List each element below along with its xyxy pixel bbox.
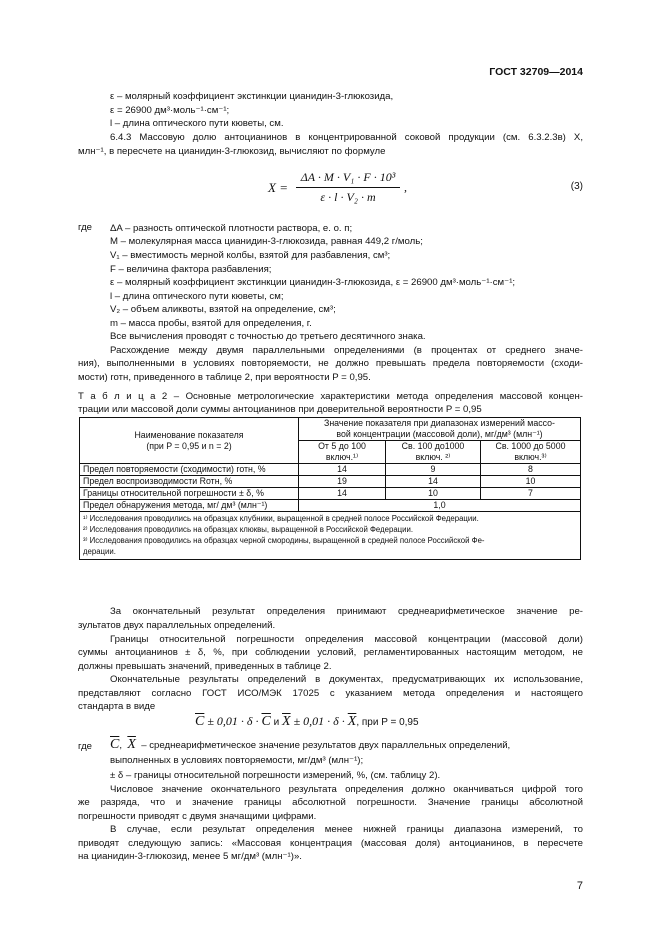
standard-header: ГОСТ 32709—2014 <box>489 66 583 78</box>
where-line: l – длина оптического пути кюветы, см; <box>110 291 284 302</box>
footnote: ³⁾ Исследования проводились на образцах черной смородины, выращенной в средней полосе Российской Фе- <box>83 536 485 545</box>
text-line: стандарта в виде <box>78 701 156 712</box>
text-line: же разряда, что и значение границы абсолютной погрешности. Значение границы абсолютной <box>78 797 583 808</box>
formula-lhs: X = <box>268 180 288 195</box>
table-caption: Т а б л и ц а 2 – Основные метрологические характеристики метода определения массовой концен- <box>78 391 583 402</box>
where-line: V₂ – объем аликвоты, взятой на определение, см³; <box>110 304 336 315</box>
text-line: l – длина оптического пути кюветы, см. <box>110 118 284 129</box>
result-formula: $\overline{C} \pm 0,01 \cdot \delta \cdot \overline{C}$ и $\overline{X} \pm 0,01 \cdot \delta \cdot \overline{X}$, при P = 0,95 <box>195 714 419 729</box>
footnote: дерации. <box>83 547 116 556</box>
text-line: Все вычисления проводят с точностью до третьего десятичного знака. <box>110 331 426 342</box>
where-line: F – величина фактора разбавления; <box>110 264 272 275</box>
table-footnotes <box>80 512 581 560</box>
text-line: на цианидин-3-глюкозид, менее 5 мг/дм³ (млн⁻¹)». <box>78 851 302 862</box>
text-line: представляют согласно ГОСТ ИСО/МЭК 17025 с указанием метода определения и настоящего <box>78 688 583 699</box>
text-line: погрешности приводят с двумя значащими цифрами. <box>78 811 317 822</box>
text-line: Границы относительной погрешности определения массовой концентрации (массовой доли) <box>110 634 583 645</box>
where-line: M – молекулярная масса цианидин-3-глюкозида, равная 449,2 г/моль; <box>110 236 423 247</box>
text-line: Окончательные результаты определений в документах, предусматривающих их использование, <box>110 674 583 685</box>
text-line: В случае, если результат определения менее нижней границы диапазона измерений, то <box>110 824 583 835</box>
where-line: ε – молярный коэффициент экстинкции цианидин-3-глюкозида, ε = 26900 дм³·моль⁻¹·см⁻¹; <box>110 277 516 288</box>
where-word: где <box>78 222 93 233</box>
text-line: Числовое значение окончательного результата определения должно оканчиваться цифрой того <box>110 784 583 795</box>
text-line: мости) rотн, приведенного в таблице 2, при вероятности P = 0,95. <box>78 372 371 383</box>
table-row: Предел воспроизводимости Rотн, % 19 14 10 <box>80 476 581 488</box>
footnote: ²⁾ Исследования проводились на образцах клюквы, выращенной в Российской Федерации. <box>83 525 414 534</box>
text-line: млн⁻¹, в пересчете на цианидин-3-глюкозид, вычисляют по формуле <box>78 146 386 157</box>
text-line: За окончательный результат определения принимают среднеарифметическое значение ре- <box>110 606 583 617</box>
where-line: ΔA – разность оптической плотности раствора, е. о. п; <box>110 223 353 234</box>
text-line: Расхождение между двумя параллельными определениями (в процентах от среднего значе- <box>110 345 583 356</box>
fraction-bar <box>296 187 400 188</box>
text-line: суммы антоцианинов ± δ, %, при соблюдении условий, регламентированных настоящим методом, не <box>78 647 583 658</box>
metrology-table <box>79 417 581 560</box>
range-header: От 5 до 100 включ.¹⁾ <box>299 441 386 464</box>
formula-numerator: ΔA · M · V₁ · F · 10³ <box>300 170 396 184</box>
where-line: выполненных в условиях повторяемости, мг/дм³ (млн⁻¹); <box>110 755 364 766</box>
text-line: зультатов двух параллельных определений. <box>78 620 276 631</box>
footnote: ¹⁾ Исследования проводились на образцах клубники, выращенной в средней полосе Российской Федерации. <box>83 514 479 523</box>
range-header: Св. 1000 до 5000 включ.³⁾ <box>481 441 581 464</box>
range-header: Св. 100 до1000 включ. ²⁾ <box>386 441 481 464</box>
table-head-name: Наименование показателя (при P = 0,95 и n = 2) <box>80 418 299 464</box>
where-line: $\overline{C}$, $\overline{X}$ – среднеарифметическое значение результатов двух параллельных определений, <box>110 737 511 752</box>
text-line: должны превышать значений, приведенных в таблице 2. <box>78 661 332 672</box>
text-line: ния), выполненными в условиях повторяемости, не должно превышать предела повторяемости (сходи- <box>78 358 583 369</box>
table-head-group: Значение показателя при диапазонах измерений массо- вой концентрации (массовой доли), мг/дм³ (млн⁻¹) <box>299 418 581 441</box>
text-line: ε = 26900 дм³·моль⁻¹·см⁻¹; <box>110 105 230 116</box>
table-row: Предел повторяемости (сходимости) rотн, % 14 9 8 <box>80 464 581 476</box>
text-line: приводят следующую запись: «Массовая концентрация (массовая доля) антоцианинов, в пересчете <box>78 838 583 849</box>
where-word: где <box>78 741 93 752</box>
table-row: Границы относительной погрешности ± δ, % 14 10 7 <box>80 488 581 500</box>
equation-number: (3) <box>570 181 583 192</box>
where-line: m – масса пробы, взятой для определения, г. <box>110 318 312 329</box>
table-row-detection-limit: Предел обнаружения метода, мг/ дм³ (млн⁻¹) 1,0 <box>80 500 581 512</box>
where-line: V₁ – вместимость мерной колбы, взятой для разбавления, см³; <box>110 250 391 261</box>
page-number: 7 <box>576 880 583 892</box>
text-line: 6.4.3 Массовую долю антоцианинов в концентрированной соковой продукции (см. 6.3.2.3в) X, <box>110 132 583 143</box>
text-line: ε – молярный коэффициент экстинкции цианидин-3-глюкозида, <box>110 91 394 102</box>
where-line: ± δ – границы относительной погрешности измерений, %, (см. таблицу 2). <box>110 770 441 781</box>
table-caption: трации или массовой доли суммы антоцианинов при доверительной вероятности P = 0,95 <box>78 404 482 415</box>
formula-tail: , <box>404 180 407 194</box>
formula-denominator: ε · l · V₂ · m <box>320 190 376 204</box>
